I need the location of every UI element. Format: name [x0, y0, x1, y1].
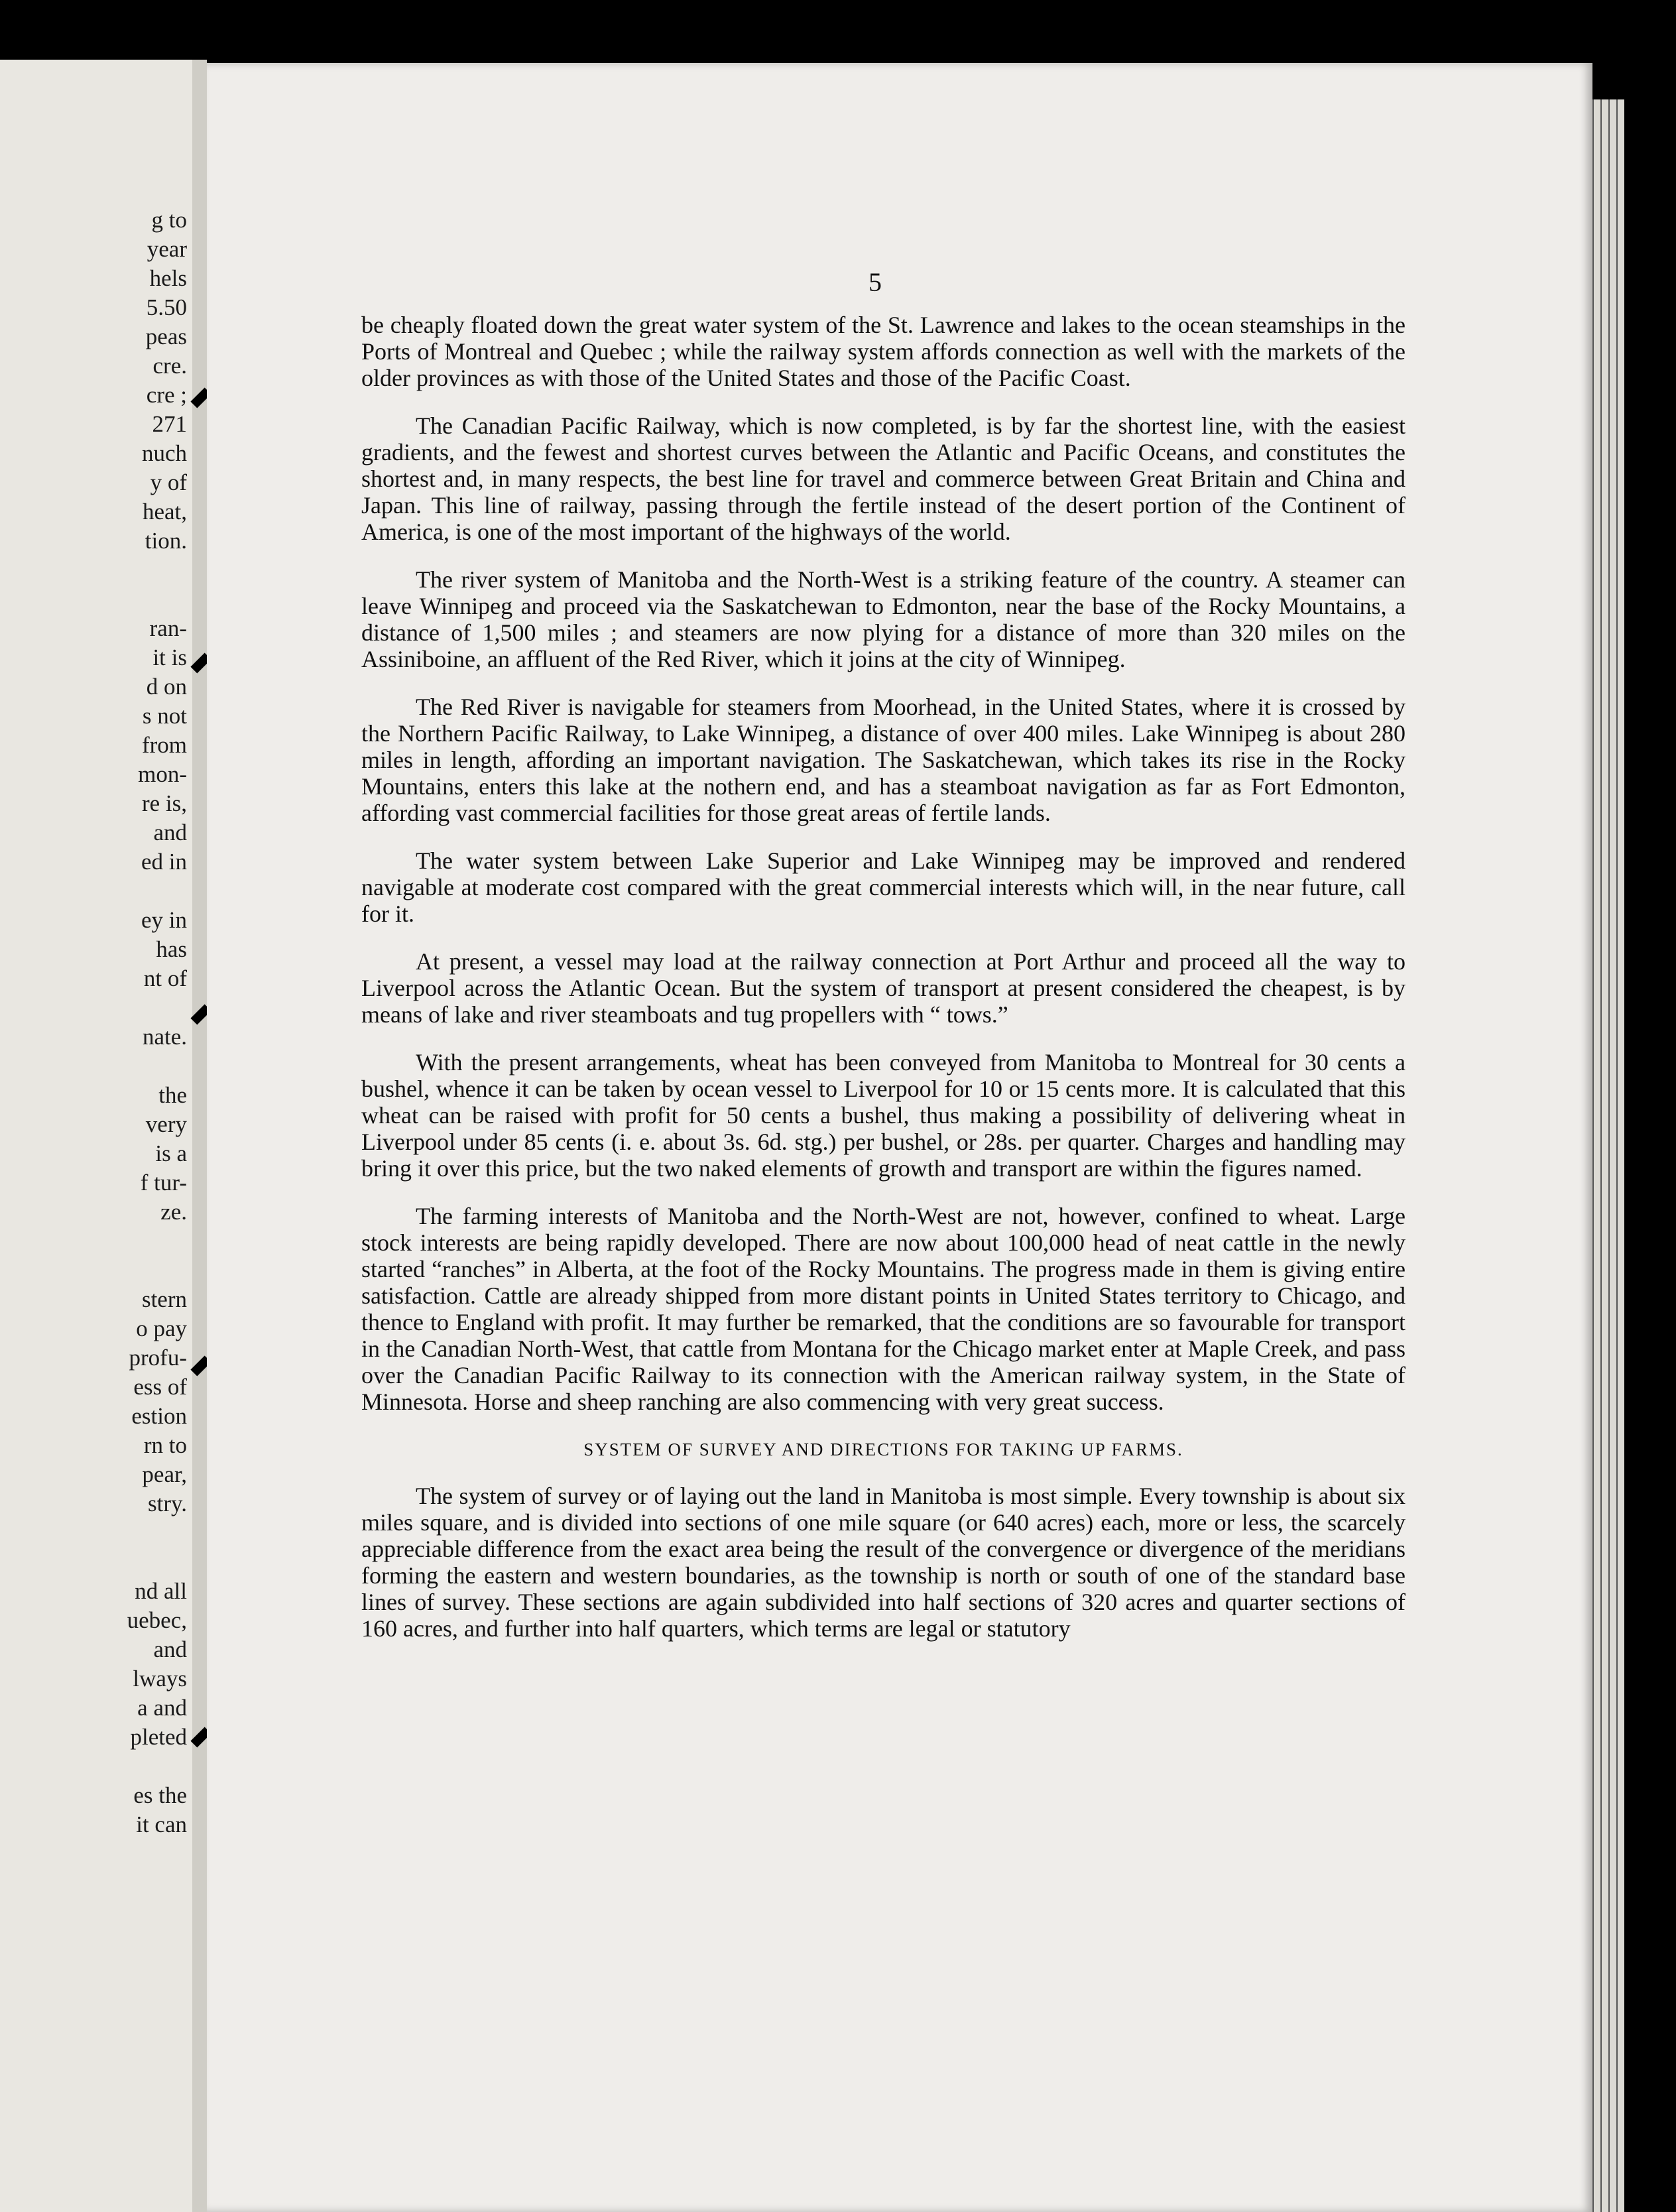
left-facing-page [0, 60, 194, 2212]
left-page-fragment: heat, [142, 499, 187, 524]
left-page-fragment [54, 993, 187, 1022]
left-page-fragment: hels [149, 265, 187, 291]
left-page-fragment [54, 585, 187, 614]
left-page-fragment: very [145, 1111, 187, 1137]
left-page-fragment: it can [136, 1812, 187, 1837]
left-page-fragment: a and [137, 1695, 187, 1721]
left-page-fragment [54, 89, 187, 118]
page-body [361, 312, 1406, 1663]
left-page-fragment: rn to [143, 1432, 187, 1458]
left-page-fragment [54, 60, 187, 89]
left-page-fragment: o pay [136, 1316, 187, 1341]
left-page-fragment: es the [133, 1782, 187, 1808]
left-page-fragment: ed in [141, 849, 187, 875]
left-page-text-fragments [54, 60, 187, 1839]
left-page-fragment [54, 1548, 187, 1577]
left-page-fragment: pear, [142, 1461, 187, 1487]
left-page-fragment: 5.50 [146, 294, 187, 320]
left-page-fragment [54, 147, 187, 176]
left-page-fragment [54, 556, 187, 585]
left-page-fragment: has [156, 936, 187, 962]
left-page-fragment: f tur- [140, 1170, 187, 1196]
paragraph: The system of survey or of laying out the land in Manitoba is most simple. Every township is about six miles square, and is divided into sections of one mile square (or 640 acres) each, more or less, the scarcely appreciable difference from the exact area being the result of the convergence or divergence of the meridians forming the eastern and western boundaries, as the township is north or south of one of the standard base lines of survey. These sections are again subdivided into half sections of 320 acres and quarter sections of 160 acres, and further into half quarters, which terms are legal or statutory [361, 1483, 1406, 1642]
left-page-fragment: estion [131, 1403, 187, 1429]
left-page-fragment: ran- [149, 615, 187, 641]
section-heading: SYSTEM OF SURVEY AND DIRECTIONS FOR TAKING UP FARMS. [583, 1440, 1183, 1459]
left-page-fragment: 271 [152, 411, 187, 437]
left-page-fragment: it is [152, 645, 187, 670]
left-page-fragment: nate. [142, 1024, 187, 1050]
left-page-fragment: d on [146, 674, 187, 700]
left-page-fragment: g to [151, 207, 187, 233]
left-page-fragment: year [147, 236, 187, 262]
left-page-fragment [54, 1752, 187, 1781]
paragraph: The Canadian Pacific Railway, which is now completed, is by far the shortest line, with the easiest gradients, and the fewest and shortest curves between the Atlantic and Pacific Oceans, and constitutes the shortest and, in many respects, the best line for travel and commerce between Great Britain and China and Japan. This line of railway, passing through the fertile instead of the desert portion of the Continent of America, is one of the most important of the highways of the world. [361, 412, 1406, 545]
paragraph: At present, a vessel may load at the railway connection at Port Arthur and proceed all the way to Liverpool across the Atlantic Ocean. But the system of transport at present considered the cheapest, is by means of lake and river steamboats and tug propellers with “ tows.” [361, 948, 1406, 1028]
left-page-fragment: y of [150, 469, 187, 495]
left-page-fragment: and [153, 820, 187, 845]
page-edge [1616, 99, 1624, 2212]
left-page-fragment [54, 176, 187, 206]
left-page-fragment: is a [155, 1140, 187, 1166]
left-page-fragment [54, 1227, 187, 1256]
left-page-fragment: from [141, 732, 187, 758]
left-page-fragment: ey in [141, 907, 187, 933]
left-page-fragment: and [153, 1636, 187, 1662]
page-number: 5 [868, 267, 882, 297]
left-page-fragment: cre ; [146, 382, 187, 408]
left-page-fragment: s not [142, 703, 187, 729]
left-page-fragment: uebec, [127, 1607, 187, 1633]
left-page-fragment [54, 118, 187, 147]
left-page-fragment: re is, [141, 790, 187, 816]
left-page-fragment [54, 1518, 187, 1548]
left-page-fragment: the [158, 1082, 187, 1108]
paragraph: With the present arrangements, wheat has been conveyed from Manitoba to Montreal for 30 cents a bushel, whence it can be taken by ocean vessel to Liverpool for 10 or 15 cents more. It is calculated that this wheat can be raised with profit for 50 cents a bushel, thus making a possibility of delivering wheat in Liverpool under 85 cents (i. e. about 3s. 6d. stg.) per bushel, or 28s. per quarter. Charges and handling may bring it over this price, but the two naked elements of growth and transport are within the figures named. [361, 1049, 1406, 1182]
left-page-fragment: peas [145, 324, 187, 349]
left-page-fragment: ze. [160, 1199, 187, 1225]
paragraph: The farming interests of Manitoba and the North-West are not, however, confined to wheat. Large stock interests are being rapidly developed. There are now about 100,000 head of neat cattle in the newly started “ranches” in Alberta, at the foot of the Rocky Mountains. The progress made in them is giving entire satisfaction. Cattle are already shipped from more distant points in United States territory to Chicago, and thence to England with profit. It may further be remarked, that the conditions are so favourable for transport in the Canadian North-West, that cattle from Montana for the Chicago market enter at Maple Creek, and pass over the Canadian Pacific Railway to its connection with the American railway system, in the State of Minnesota. Horse and sheep ranching are also commencing with very great success. [361, 1203, 1406, 1415]
left-page-fragment [54, 1256, 187, 1285]
left-page-fragment: pleted [130, 1724, 187, 1750]
left-page-fragment: mon- [138, 761, 187, 787]
page-gutter [192, 60, 207, 2212]
left-page-fragment: tion. [145, 528, 187, 554]
left-page-fragment: stern [141, 1286, 187, 1312]
page-edge [1608, 99, 1616, 2212]
left-page-fragment [54, 877, 187, 906]
left-page-fragment: cre. [152, 353, 187, 379]
paragraph: The Red River is navigable for steamers from Moorhead, in the United States, where it is crossed by the Northern Pacific Railway, to Lake Winnipeg, a distance of over 400 miles. Lake Winnipeg is about 280 miles in length, affording an important navigation. The Saskatchewan, which takes its rise in the Rocky Mountains, enters this lake at the nothern end, and has a steamboat navigation as far as Fort Edmonton, affording vast commercial facilities for those great areas of fertile lands. [361, 694, 1406, 826]
left-page-fragment: nd all [135, 1578, 187, 1604]
left-page-fragment: profu- [129, 1345, 187, 1371]
left-page-fragment: ess of [133, 1374, 187, 1400]
left-page-fragment: nuch [141, 440, 187, 466]
left-page-fragment: nt of [143, 965, 187, 991]
paragraph: The river system of Manitoba and the North-West is a striking feature of the country. A steamer can leave Winnipeg and proceed via the Saskatchewan to Edmonton, near the base of the Rocky Mountains, a distance of 1,500 miles ; and steamers are now plying for a distance of more than 320 miles on the Assiniboine, an affluent of the Red River, which it joins at the city of Winnipeg. [361, 566, 1406, 672]
page-edge [1592, 99, 1600, 2212]
left-page-fragment: lways [133, 1666, 187, 1691]
page-edge [1600, 99, 1608, 2212]
left-page-fragment: stry. [148, 1491, 187, 1516]
paragraph: The water system between Lake Superior and Lake Winnipeg may be improved and rendered navigable at moderate cost compared with the great commercial interests which will, in the near future, call for it. [361, 847, 1406, 927]
paragraph: be cheaply floated down the great water system of the St. Lawrence and lakes to the ocean steamships in the Ports of Montreal and Quebec ; while the railway system affords connection as well with the markets of the older provinces as with those of the United States and those of the Pacific Coast. [361, 312, 1406, 391]
left-page-fragment [54, 1052, 187, 1081]
